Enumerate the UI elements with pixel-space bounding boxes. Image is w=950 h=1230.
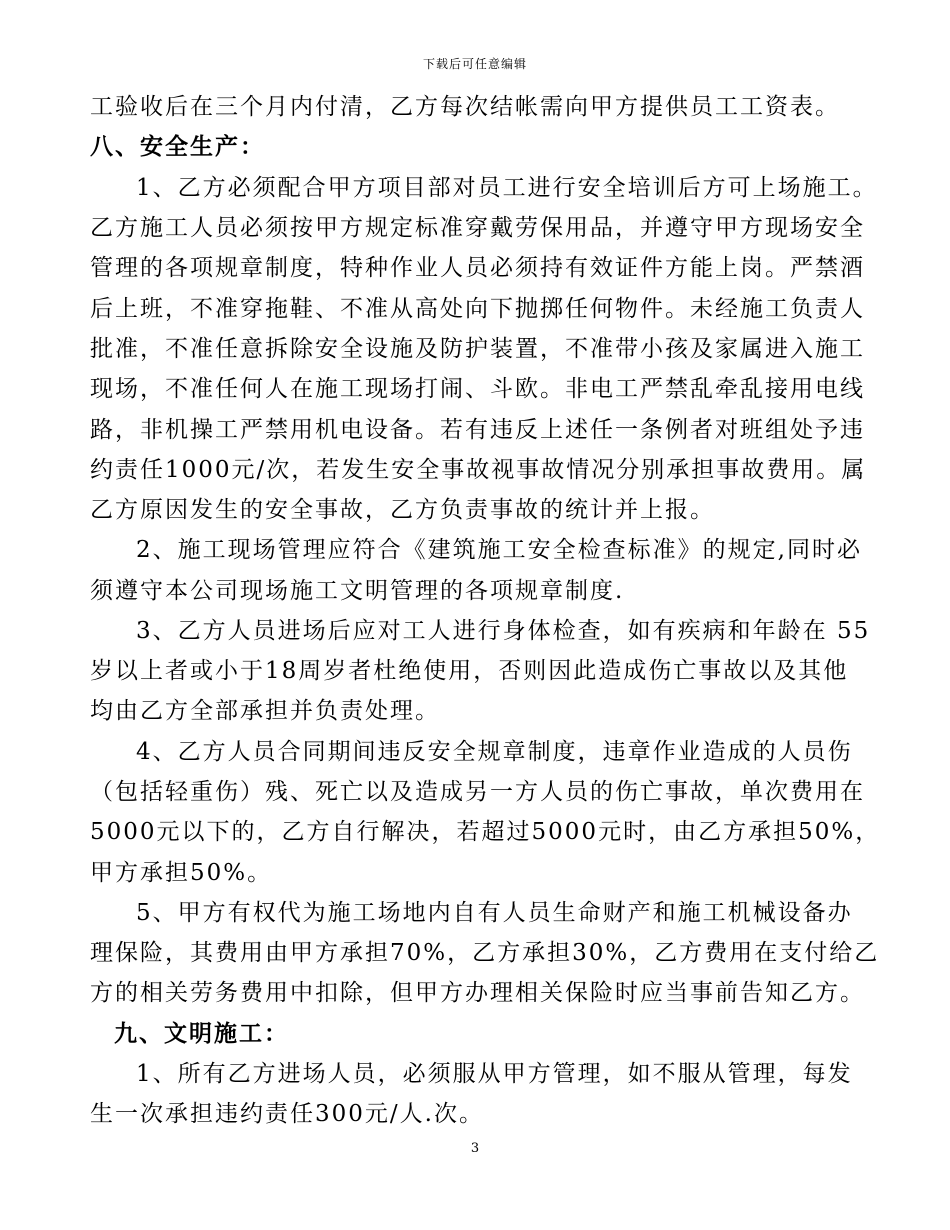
section-heading-safety: 八、安全生产： — [90, 133, 265, 160]
page-header-text: 下载后可任意编辑 — [422, 57, 527, 71]
text-line: 现场，不准任何人在施工现场打闹、斗欧。非电工严禁乱牵乱接用电线 — [90, 376, 865, 402]
text-line: 乙方原因发生的安全事故，乙方负责事故的统计并上报。 — [90, 497, 715, 523]
text-line: 4、乙方人员合同期间违反安全规章制度，违章作业造成的人员伤 — [136, 739, 853, 765]
text-line: 1、乙方必须配合甲方项目部对员工进行安全培训后方可上场施工。 — [136, 175, 878, 201]
text-line: （包括轻重伤）残、死亡以及造成另一方人员的伤亡事故，单次费用在 — [90, 779, 865, 805]
text-line: 3、乙方人员进场后应对工人进行身体检查，如有疾病和年龄在 55 — [136, 618, 871, 644]
text-line: 批准，不准任意拆除安全设施及防护装置，不准带小孩及家属进入施工 — [90, 336, 865, 362]
text-line: 须遵守本公司现场施工文明管理的各项规章制度. — [90, 578, 625, 604]
text-line: 2、施工现场管理应符合《建筑施工安全检查标准》的规定,同时必 — [136, 537, 862, 563]
text-line: 方的相关劳务费用中扣除，但甲方办理相关保险时应当事前告知乙方。 — [90, 980, 865, 1006]
text-line: 管理的各项规章制度，特种作业人员必须持有效证件方能上岗。严禁酒 — [90, 255, 865, 281]
text-line: 约责任1000元/次，若发生安全事故视事故情况分别承担事故费用。属 — [90, 457, 867, 483]
page-number: 3 — [470, 1141, 480, 1156]
text-line: 均由乙方全部承担并负责处理。 — [90, 698, 440, 724]
text-line: 甲方承担50%。 — [90, 860, 273, 886]
text-line: 理保险，其费用由甲方承担70%，乙方承担30%，乙方费用在支付给乙 — [90, 940, 880, 966]
text-line: 生一次承担违约责任300元/人.次。 — [90, 1101, 484, 1127]
text-line: 5、甲方有权代为施工场地内自有人员生命财产和施工机械设备办 — [136, 900, 853, 926]
text-line: 1、所有乙方进场人员，必须服从甲方管理，如不服从管理，每发 — [136, 1061, 853, 1087]
text-line: 工验收后在三个月内付清，乙方每次结帐需向甲方提供员工工资表。 — [90, 94, 840, 120]
text-line: 路，非机操工严禁用机电设备。若有违反上述任一条例者对班组处予违 — [90, 417, 865, 443]
text-line: 乙方施工人员必须按甲方规定标准穿戴劳保用品，并遵守甲方现场安全 — [90, 215, 865, 241]
text-line: 5000元以下的，乙方自行解决，若超过5000元时，由乙方承担50%， — [90, 819, 881, 845]
section-heading-civilized-construction: 九、文明施工： — [114, 1020, 289, 1047]
text-line: 后上班，不准穿拖鞋、不准从高处向下抛掷任何物件。未经施工负责人 — [90, 296, 865, 322]
text-line: 岁以上者或小于18周岁者杜绝使用，否则因此造成伤亡事故以及其他 — [90, 658, 849, 684]
